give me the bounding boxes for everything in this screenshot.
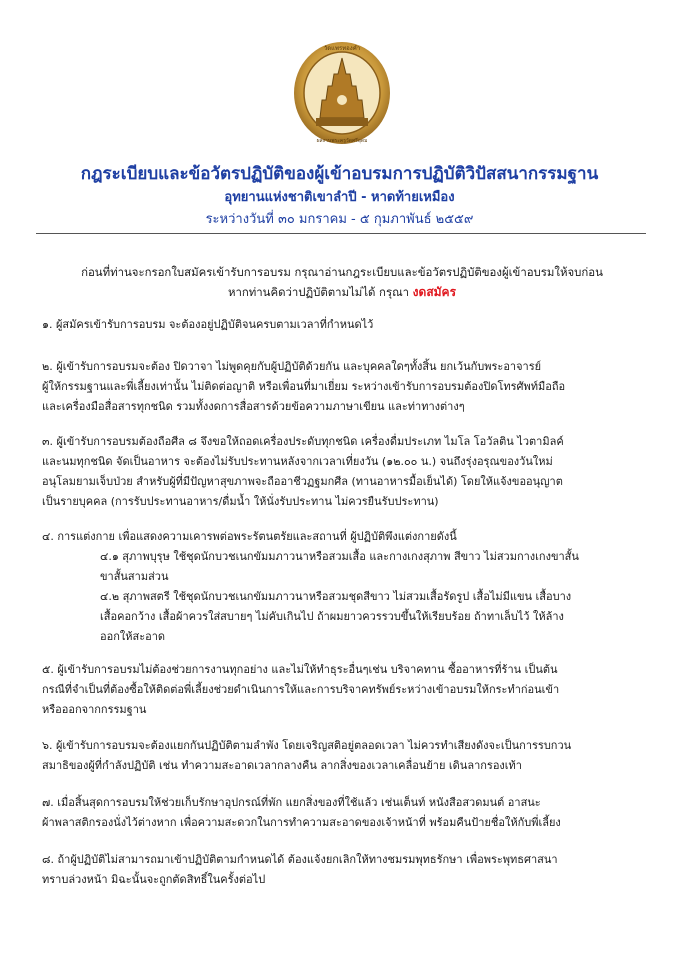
rule-6 (42, 736, 652, 776)
document-title: กฎระเบียบและข้อวัตรปฏิบัติของผู้เข้าอบรมการปฏิบัติวิปัสสนากรรมฐาน (80, 164, 599, 184)
seal-text-bottom: ผลงานพระครูวัดศรีอุดม (316, 138, 368, 144)
rule-line: ๓. ผู้เข้ารับการอบรมต้องถือศีล ๘ จึงขอให้ถอดเครื่องประดับทุกชนิด เครื่องดื่มประเภท ไมโล โอวัลติน ไวตามิลค์ (42, 435, 564, 448)
intro-paragraph (42, 262, 642, 302)
rule-4-2-line: ออกให้สะอาด (100, 630, 166, 643)
seal-text-top: วัดแพรทองคำ (323, 45, 361, 52)
rule-line: ผ้าพลาสติกรองนั่งไว้ต่างหาก เพื่อความสะดวกในการทำความสะอาดของเจ้าหน้าที่ พร้อมคืนป้ายชื่อให้กับพี่เลี้ยง (42, 816, 561, 829)
rule-4 (42, 527, 652, 647)
rule-line: ผู้ให้กรรมฐานและพี่เลี้ยงเท่านั้น ไม่ติดต่อญาติ หรือเพื่อนที่มาเยี่ยม ระหว่างเข้ารับการอบรมต้องปิดโทรศัพท์มือถือ (42, 380, 566, 393)
rule-line: ๑. ผู้สมัครเข้ารับการอบรม จะต้องอยู่ปฏิบัติจนครบตามเวลาที่กำหนดไว้ (42, 318, 374, 331)
rule-2 (42, 357, 652, 417)
rule-line: สมาธิของผู้ที่กำลังปฏิบัติ เช่น ทำความสะอาดเวลากลางคืน ลากสิ่งของเวลาเคลื่อนย้าย เดินลากรองเท้า (42, 759, 522, 772)
rule-line: ๒. ผู้เข้ารับการอบรมจะต้อง ปิดวาจา ไม่พูดคุยกับผู้ปฏิบัติด้วยกัน และบุคคลใดๆทั้งสิ้น ยกเว้นกับพระอาจารย์ (42, 360, 542, 373)
seal-icon (292, 40, 392, 146)
divider (36, 233, 646, 234)
rule-line: เป็นรายบุคคล (การรับประทานอาหาร/ดื่มน้ำ ให้นั่งรับประทาน ไม่ควรยืนรับประทาน) (42, 495, 439, 508)
temple-seal-logo (292, 40, 392, 146)
rule-line: และเครื่องมือสื่อสารทุกชนิด รวมทั้งงดการสื่อสารด้วยข้อความภาษาเขียน และท่าทางต่างๆ (42, 400, 465, 413)
intro-line-2 (42, 282, 642, 302)
rule-line: ๕. ผู้เข้ารับการอบรมไม่ต้องช่วยการงานทุกอย่าง และไม่ให้ทำธุระอื่นๆเช่น บริจาคทาน ซื้ออาหารที่ร้าน เป็นต้น (42, 663, 558, 676)
rule-3 (42, 432, 652, 512)
event-dates: ระหว่างวันที่ ๓๐ มกราคม - ๕ กุมภาพันธ์ ๒๕๕๙ (205, 212, 474, 227)
rule-5 (42, 660, 652, 720)
rule-line: ทราบล่วงหน้า มิฉะนั้นจะถูกตัดสิทธิ์ในครั้งต่อไป (42, 873, 266, 886)
rule-line: ๖. ผู้เข้ารับการอบรมจะต้องแยกกันปฏิบัติตามลำพัง โดยเจริญสติอยู่ตลอดเวลา ไม่ควรทำเสียงดังจะเป็นการรบกวน (42, 739, 572, 752)
rule-line: อนุโลมยามเจ็บป่วย สำหรับผู้ที่มีปัญหาสุขภาพจะถืออาชีวฏฐมกศีล (ทานอาหารมื้อเย็นได้) โดยให้แจ้งขออนุญาต (42, 475, 563, 488)
rule-line: ๘. ถ้าผู้ปฏิบัติไม่สามารถมาเข้าปฏิบัติตามกำหนดได้ ต้องแจ้งยกเลิกให้ทางชมรมพุทธรักษา เพื่อพระพุทธศาสนา (42, 853, 558, 866)
document-subtitle: อุทยานแห่งชาติเขาลำปี - หาดท้ายเหมือง (224, 190, 455, 205)
rule-1 (42, 315, 652, 335)
intro-line-2-text: หากท่านคิดว่าปฏิบัติตามไม่ได้ กรุณา (227, 285, 413, 299)
rule-4-1-line: ขาสั้นสามส่วน (100, 570, 169, 583)
rule-4-2-line: เสื้อคอกว้าง เสื้อผ้าควรใส่สบายๆ ไม่คับเกินไป ถ้าผมยาวควรรวบขึ้นให้เรียบร้อย ถ้าทาเล็บไว้ ให้ล้าง (100, 610, 564, 623)
rule-line: และนมทุกชนิด จัดเป็นอาหาร จะต้องไม่รับประทานหลังจากเวลาเที่ยงวัน (๑๒.๐๐ น.) จนถึงรุ่งอรุณของวันใหม่ (42, 455, 553, 468)
intro-emphasis: งดสมัคร (412, 285, 457, 299)
rule-7 (42, 793, 652, 833)
rule-line: ๔. การแต่งกาย เพื่อแสดงความเคารพต่อพระรัตนตรัยและสถานที่ ผู้ปฏิบัติพึงแต่งกายดังนี้ (42, 530, 457, 543)
rule-8 (42, 850, 652, 890)
rule-line: ๗. เมื่อสิ้นสุดการอบรมให้ช่วยเก็บรักษาอุปกรณ์ที่พัก แยกสิ่งของที่ใช้แล้ว เช่นเต็นท์ หนังสือสวดมนต์ อาสนะ (42, 796, 541, 809)
rule-line: กรณีที่จำเป็นที่ต้องซื้อให้ติดต่อพี่เลี้ยงช่วยดำเนินการให้และการบริจาคทรัพย์ระหว่างเข้าอบรมให้กระทำก่อนเข้า (42, 683, 560, 696)
rule-4-1-line: ๔.๑ สุภาพบุรุษ ใช้ชุดนักบวชเนกขัมมภาวนาหรือสวมเสื้อ และกางเกงสุภาพ สีขาว ไม่สวมกางเกงขาสั้น (100, 550, 579, 563)
intro-line-1: ก่อนที่ท่านจะกรอกใบสมัครเข้ารับการอบรม กรุณาอ่านกฎระเบียบและข้อวัตรปฏิบัติของผู้เข้าอบรมให้จบก่อน (81, 265, 603, 279)
rule-line: หรือออกจากกรรมฐาน (42, 703, 147, 716)
rule-4-2-line: ๔.๒ สุภาพสตรี ใช้ชุดนักบวชเนกขัมมภาวนาหรือสวมชุดสีขาว ไม่สวมเสื้อรัดรูป เสื้อไม่มีแขน เสื้อบาง (100, 590, 572, 603)
